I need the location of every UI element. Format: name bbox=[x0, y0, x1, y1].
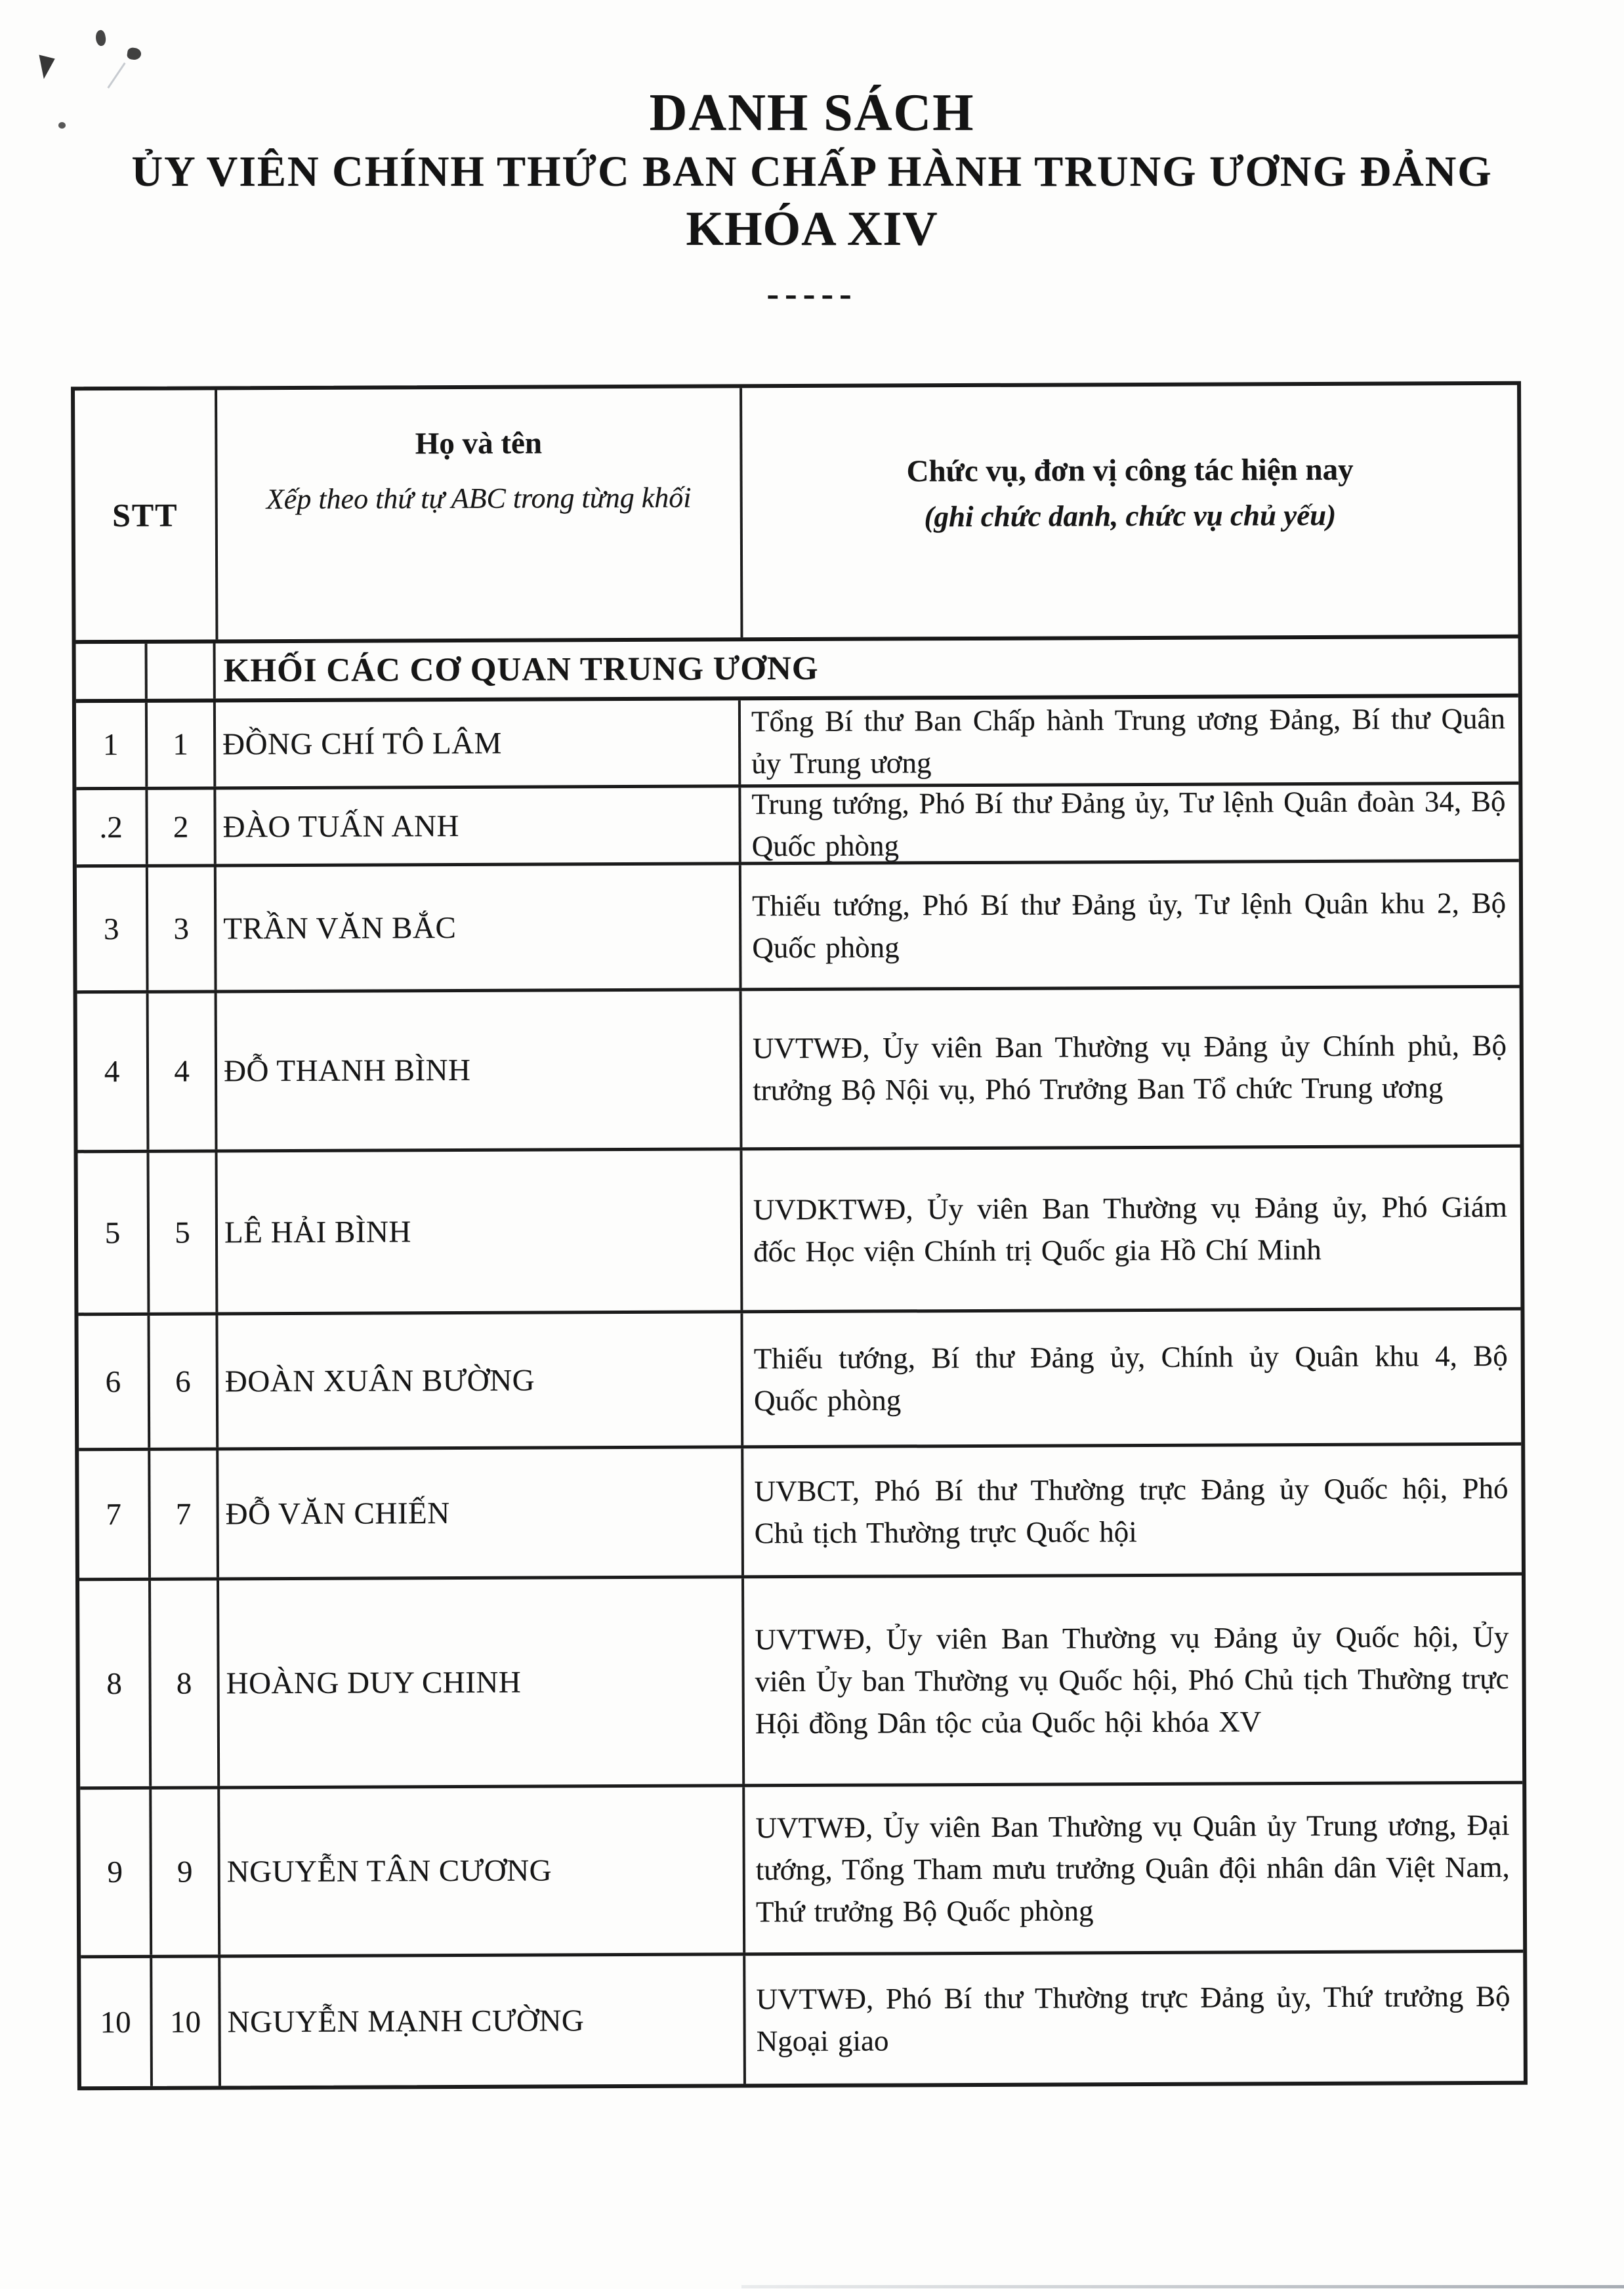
position-text: UVBCT, Phó Bí thư Thường trực Đảng ủy Quốc hội, Phó Chủ tịch Thường trực Quốc hội bbox=[754, 1471, 1509, 1549]
stt-sub-value: 8 bbox=[176, 1666, 192, 1701]
title-separator-dashes: ----- bbox=[766, 274, 858, 315]
member-name-cell bbox=[216, 1448, 741, 1577]
member-name-cell bbox=[217, 1787, 743, 1954]
position-cell bbox=[738, 785, 1518, 862]
stt-cell bbox=[79, 1581, 149, 1786]
stt-cell bbox=[76, 703, 145, 787]
table-row bbox=[76, 694, 1518, 787]
stt-sub-value: 6 bbox=[175, 1364, 191, 1399]
position-header-title: Chức vụ, đơn vị công tác hiện nay bbox=[906, 452, 1354, 489]
table-row bbox=[77, 1144, 1520, 1312]
stt-sub-cell bbox=[148, 1580, 217, 1786]
position-cell bbox=[739, 988, 1520, 1148]
position-cell bbox=[740, 1311, 1521, 1446]
position-cell bbox=[742, 1784, 1523, 1953]
document-title-line2: ỦY VIÊN CHÍNH THỨC BAN CHẤP HÀNH TRUNG ƯƠNG ĐẢNG bbox=[131, 148, 1493, 196]
stt-header-cell bbox=[75, 390, 215, 640]
stt-sub-value: 5 bbox=[175, 1215, 190, 1250]
stt-cell bbox=[77, 868, 146, 990]
section-header-cell bbox=[213, 639, 1518, 699]
position-cell bbox=[739, 862, 1520, 988]
stt-value: 8 bbox=[106, 1666, 122, 1701]
scan-artifact-bottom-edge bbox=[741, 2285, 1624, 2288]
stt-sub-cell bbox=[145, 789, 213, 864]
stt-cell bbox=[76, 790, 145, 864]
stt-sub-value: 7 bbox=[175, 1497, 192, 1532]
position-cell bbox=[743, 1953, 1524, 2084]
stt-sub-value: 1 bbox=[173, 727, 188, 762]
name-header-subtitle: Xếp theo thứ tự ABC trong từng khối bbox=[266, 482, 692, 516]
member-name: ĐOÀN XUÂN BƯỜNG bbox=[224, 1363, 535, 1398]
table-row bbox=[80, 1781, 1523, 1955]
member-name-cell bbox=[215, 1150, 741, 1312]
member-name-cell bbox=[213, 788, 738, 864]
stt-sub-value: 2 bbox=[173, 810, 189, 845]
stt-sub-cell bbox=[146, 993, 215, 1149]
member-name: ĐỒNG CHÍ TÔ LÂM bbox=[222, 726, 502, 762]
position-header-subtitle: (ghi chức danh, chức vụ chủ yếu) bbox=[924, 499, 1337, 534]
stt-sub-cell bbox=[149, 1789, 218, 1954]
member-name: ĐỖ THANH BÌNH bbox=[223, 1053, 471, 1089]
position-text: UVTWĐ, Ủy viên Ban Thường vụ Quân ủy Trung ương, Đại tướng, Tổng Tham mưu trưởng Quân đội nhân dân Việt Nam, Thứ trưởng Bộ Quốc phòng bbox=[755, 1808, 1510, 1929]
table-row bbox=[81, 1950, 1524, 2086]
position-text: Trung tướng, Phó Bí thư Đảng ủy, Tư lệnh Quân đoàn 34, Bộ Quốc phòng bbox=[751, 784, 1506, 862]
table-row bbox=[79, 1442, 1522, 1578]
stt-sub-cell bbox=[146, 867, 215, 990]
document-title-line3: KHÓA XIV bbox=[686, 202, 938, 257]
name-header-cell bbox=[215, 388, 740, 639]
document-title-block bbox=[0, 84, 1624, 315]
member-name: NGUYỄN TÂN CƯƠNG bbox=[226, 1853, 552, 1889]
table-row bbox=[78, 1307, 1521, 1448]
section-empty-stt-cell bbox=[76, 644, 145, 699]
stt-sub-value: 10 bbox=[169, 2005, 201, 2040]
stt-value: 7 bbox=[106, 1497, 121, 1532]
stt-header-label: STT bbox=[112, 496, 178, 534]
member-name-cell bbox=[218, 1956, 743, 2086]
stt-value: 4 bbox=[104, 1054, 120, 1089]
stt-sub-value: 4 bbox=[174, 1054, 190, 1089]
stt-cell bbox=[79, 1451, 148, 1578]
stt-cell bbox=[77, 994, 147, 1150]
position-text: Tổng Bí thư Ban Chấp hành Trung ương Đảng, Bí thư Quân ủy Trung ương bbox=[751, 702, 1506, 780]
member-name-cell bbox=[213, 700, 738, 786]
stt-sub-cell bbox=[147, 1315, 216, 1447]
stt-value: 9 bbox=[107, 1855, 123, 1890]
member-name: NGUYỄN MẠNH CƯỜNG bbox=[227, 2003, 585, 2039]
position-text: UVTWĐ, Ủy viên Ban Thường vụ Đảng ủy Quốc hội, Ủy viên Ủy ban Thường vụ Quốc hội, Phó Chủ tịch Thường trực Hội đồng Dân tộc của Quốc hội khóa XV bbox=[755, 1620, 1509, 1740]
stt-sub-value: 9 bbox=[177, 1855, 193, 1889]
stt-value: 6 bbox=[105, 1364, 121, 1399]
member-name-cell bbox=[215, 991, 740, 1149]
stt-sub-cell bbox=[145, 702, 213, 786]
table-row bbox=[77, 985, 1520, 1150]
member-name-cell bbox=[214, 865, 739, 990]
stt-cell bbox=[78, 1153, 148, 1312]
scan-artifact-wedge bbox=[33, 54, 54, 80]
member-name-cell bbox=[215, 1313, 741, 1447]
stt-value: 5 bbox=[104, 1215, 121, 1250]
members-table bbox=[71, 381, 1528, 2090]
section-header-label: KHỐI CÁC CƠ QUAN TRUNG ƯƠNG bbox=[223, 650, 819, 690]
member-name: HOÀNG DUY CHINH bbox=[226, 1665, 522, 1700]
document-title-line1: DANH SÁCH bbox=[649, 84, 975, 142]
stt-sub-value: 3 bbox=[173, 912, 190, 946]
position-cell bbox=[741, 1446, 1522, 1576]
section-header-row bbox=[76, 635, 1518, 699]
stt-value: 1 bbox=[102, 727, 119, 763]
position-text: Thiếu tướng, Phó Bí thư Đảng ủy, Tư lệnh Quân khu 2, Bộ Quốc phòng bbox=[751, 886, 1507, 964]
position-cell bbox=[740, 1148, 1521, 1311]
position-cell bbox=[738, 698, 1518, 785]
name-header-title: Họ và tên bbox=[415, 426, 543, 461]
stt-value: .2 bbox=[99, 810, 123, 845]
table-row bbox=[79, 1572, 1522, 1786]
stt-cell bbox=[81, 1958, 150, 2086]
member-name: ĐÀO TUẤN ANH bbox=[222, 808, 459, 844]
scan-artifact-blob bbox=[94, 30, 108, 47]
stt-sub-cell bbox=[147, 1152, 216, 1312]
stt-value: 10 bbox=[100, 2005, 131, 2040]
stt-value: 3 bbox=[103, 912, 119, 946]
member-name-cell bbox=[217, 1578, 742, 1786]
position-text: UVDKTWĐ, Ủy viên Ban Thường vụ Đảng ủy, Phó Giám đốc Học viện Chính trị Quốc gia Hồ Chí Minh bbox=[753, 1190, 1507, 1268]
section-empty-sub-cell bbox=[145, 643, 213, 698]
table-header-row bbox=[75, 385, 1518, 640]
scan-artifact-blob bbox=[127, 47, 142, 61]
stt-sub-cell bbox=[148, 1450, 217, 1577]
stt-cell bbox=[80, 1790, 150, 1955]
position-text: UVTWĐ, Phó Bí thư Thường trực Đảng ủy, Thứ trưởng Bộ Ngoại giao bbox=[756, 1979, 1510, 2057]
position-text: Thiếu tướng, Bí thư Đảng ủy, Chính ủy Quân khu 4, Bộ Quốc phòng bbox=[753, 1339, 1508, 1417]
position-text: UVTWĐ, Ủy viên Ban Thường vụ Đảng ủy Chính phủ, Bộ trưởng Bộ Nội vụ, Phó Trưởng Ban Tổ chức Trung ương bbox=[752, 1028, 1507, 1107]
stt-cell bbox=[78, 1316, 148, 1448]
table-row bbox=[76, 782, 1518, 864]
position-header-cell bbox=[739, 385, 1518, 638]
member-name: ĐỖ VĂN CHIẾN bbox=[225, 1496, 450, 1531]
position-cell bbox=[741, 1576, 1522, 1784]
table-row bbox=[77, 859, 1520, 990]
member-name: LÊ HẢI BÌNH bbox=[224, 1214, 411, 1250]
stt-sub-cell bbox=[150, 1958, 219, 2086]
member-name: TRẦN VĂN BẮC bbox=[223, 910, 457, 946]
